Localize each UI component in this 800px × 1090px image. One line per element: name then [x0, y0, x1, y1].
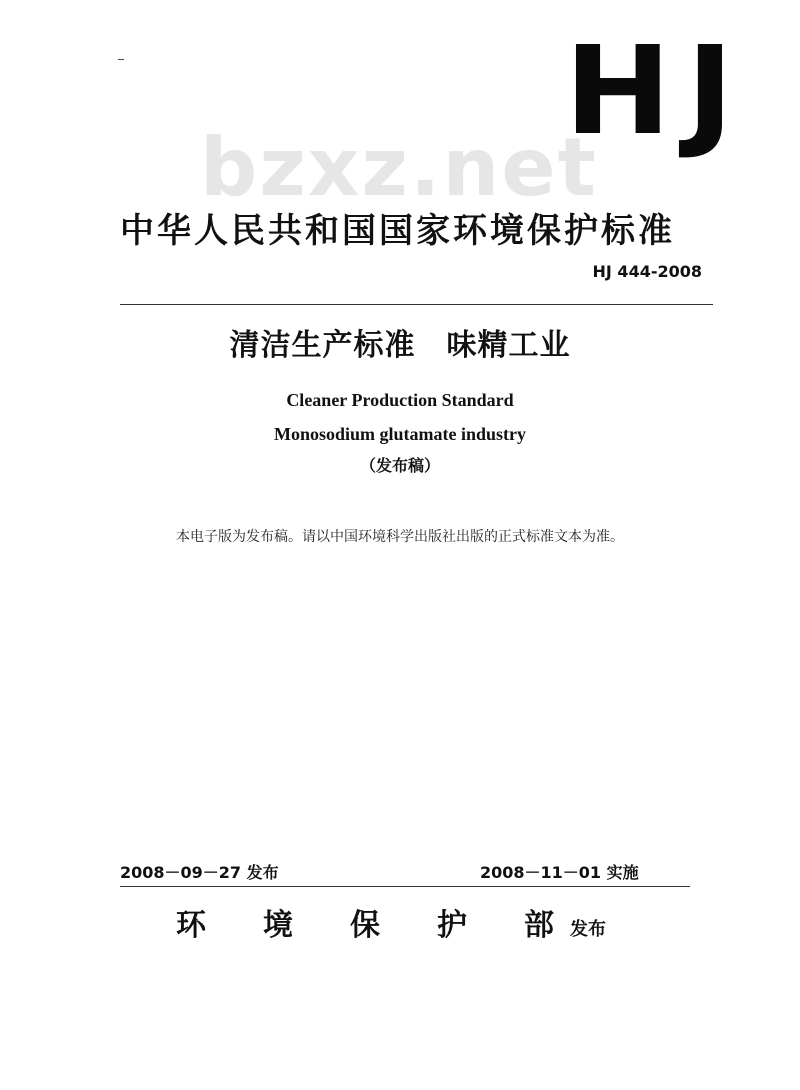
- english-title-line-1: Cleaner Production Standard: [286, 390, 514, 410]
- issuer-char: 境: [263, 908, 293, 943]
- issue-date: 2008－09－27 发布: [120, 863, 279, 882]
- issuer-char: 护: [437, 908, 467, 943]
- issuer-suffix: 发布: [570, 919, 606, 940]
- footer-divider: [120, 886, 690, 887]
- issuer-char: 环: [176, 908, 206, 943]
- header-divider: [120, 304, 713, 305]
- chinese-title: 清洁生产标准 味精工业: [229, 328, 571, 363]
- draft-tag: （发布稿）: [359, 456, 440, 475]
- english-title-line-2: Monosodium glutamate industry: [273, 424, 527, 444]
- standard-code: HJ 444-2008: [592, 262, 702, 281]
- hj-logo: HJ: [563, 20, 748, 162]
- implementation-date: 2008－11－01 实施: [480, 863, 639, 882]
- notice-text: 本电子版为发布稿。请以中国环境科学出版社出版的正式标准文本为准。: [176, 529, 624, 545]
- national-standard-title: 中华人民共和国国家环境保护标准: [120, 211, 675, 251]
- issuer-char: 保: [350, 908, 380, 943]
- scan-mark: [118, 59, 124, 60]
- watermark: bzxz.net: [200, 121, 598, 214]
- issuer: [176, 906, 606, 946]
- issuer-char: 部: [524, 908, 554, 943]
